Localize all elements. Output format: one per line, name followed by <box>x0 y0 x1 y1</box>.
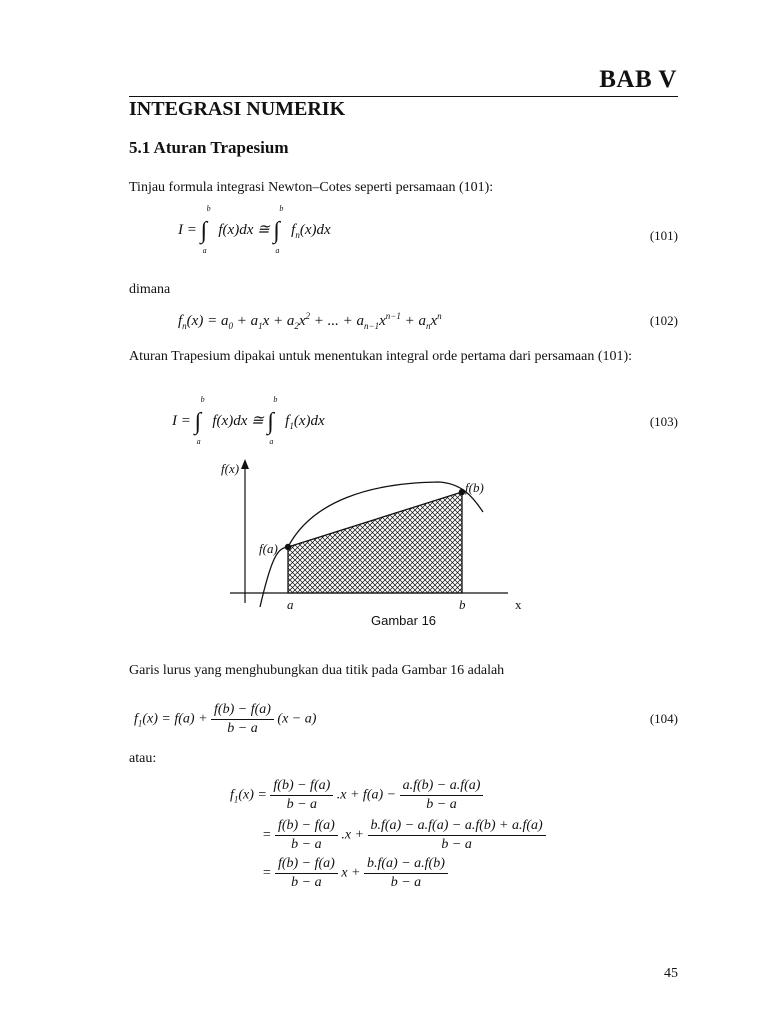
dimana-text: dimana <box>129 282 171 297</box>
derivation-line-1: $f_1(x)$ = $\frac{f(b) - f(a)}{b - a}$ .x + f(a) − $\frac{a.f(b) - a.f(a)}{b - a}$ <box>230 778 483 813</box>
header-rule <box>129 96 678 97</box>
equation-101: I = b ∫ a f(x)dx ≅ b ∫ a $f_n(x)dx$ <box>178 204 331 255</box>
chapter-title: INTEGRASI NUMERIK <box>129 98 346 120</box>
equation-number-101: (101) <box>649 228 678 243</box>
intro-paragraph: Tinjau formula integrasi Newton–Cotes seperti persamaan (101): <box>129 180 494 195</box>
atau-text: atau: <box>129 751 157 766</box>
equation-number-102: (102) <box>649 313 678 328</box>
label-b: b <box>459 597 466 612</box>
label-fb: f(b) <box>465 480 484 495</box>
equation-104: $f_1(x) = f(a)$ + $\frac{f(b) - f(a)}{b - a}$ (x − a) <box>134 702 317 736</box>
equation-103: I = b ∫ a f(x)dx ≅ b ∫ a $f_1(x)dx$ <box>172 395 325 446</box>
y-axis-arrow <box>241 459 249 469</box>
derivation-line-3: = $\frac{f(b) - f(a)}{b - a}$ x + $\frac{b.f(a) - a.f(b)}{b - a}$ <box>262 856 448 891</box>
label-x-axis: x <box>515 597 522 612</box>
line-paragraph: Garis lurus yang menghubungkan dua titik pada Gambar 16 adalah <box>129 663 505 678</box>
equation-102: $f_n(x) = a_0 + a_1x + a_2x^2$ + ... + $a_{n-1}x^{n-1} + a_nx^n$ <box>178 311 442 331</box>
trapezium-paragraph: Aturan Trapesium dipakai untuk menentukan integral orde pertama dari persamaan (101): <box>129 349 633 364</box>
equation-number-104: (104) <box>649 711 678 726</box>
label-a: a <box>287 597 294 612</box>
section-heading: 5.1 Aturan Trapesium <box>129 138 289 157</box>
derivation-line-2: = $\frac{f(b) - f(a)}{b - a}$ .x + $\frac{b.f(a) - a.f(a) - a.f(b) + a.f(a)}{b - a}$ <box>262 818 546 853</box>
chapter-heading: BAB V <box>599 66 677 93</box>
trapezoid-area <box>288 492 462 593</box>
figure-caption: Gambar 16 <box>371 613 437 628</box>
equation-number-103: (103) <box>649 414 678 429</box>
label-fa: f(a) <box>259 541 278 556</box>
trapezium-figure <box>200 455 540 615</box>
page-number: 45 <box>664 966 678 981</box>
point-fa <box>285 544 291 550</box>
label-fx: f(x) <box>221 461 240 476</box>
